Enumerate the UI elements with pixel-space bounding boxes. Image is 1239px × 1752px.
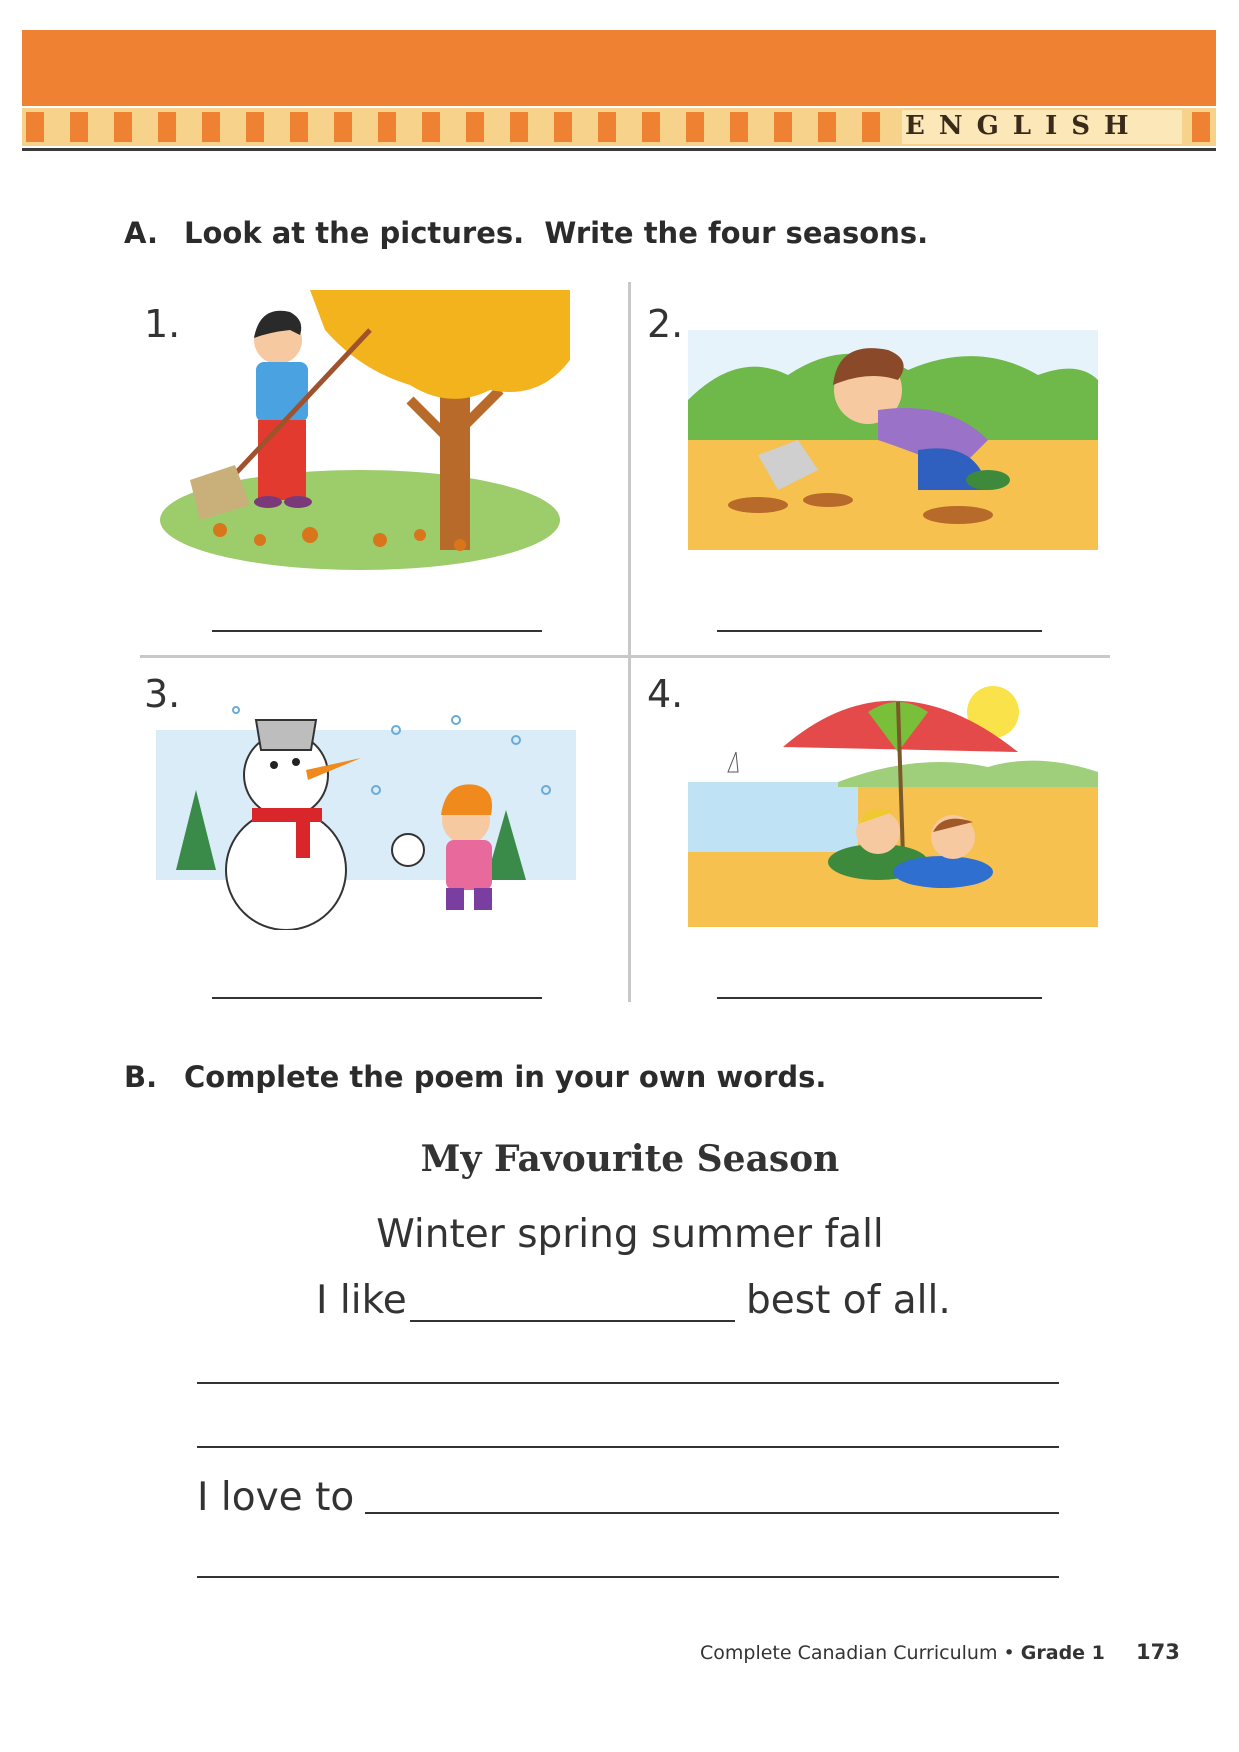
favourite-season-blank[interactable] xyxy=(410,1320,735,1322)
answer-line-4[interactable] xyxy=(717,997,1042,999)
poem-line-3-blank[interactable] xyxy=(197,1382,1059,1384)
section-b-instruction: Complete the poem in your own words. xyxy=(184,1060,827,1094)
poem-line-6-blank[interactable] xyxy=(197,1576,1059,1578)
header-rule xyxy=(22,148,1216,151)
answer-line-2[interactable] xyxy=(717,630,1042,632)
item-number-2: 2. xyxy=(647,302,684,346)
item-number-3: 3. xyxy=(144,672,181,716)
answer-line-1[interactable] xyxy=(212,630,542,632)
grid-divider-vertical xyxy=(628,282,631,1002)
section-a-letter: A. xyxy=(124,216,158,250)
item-number-1: 1. xyxy=(144,302,181,346)
poem-line-1: Winter spring summer fall xyxy=(376,1212,884,1257)
footer-book-info xyxy=(700,1642,1105,1664)
section-b-letter: B. xyxy=(124,1060,158,1094)
fall-raking-leaves-illustration xyxy=(160,290,570,570)
summer-beach-umbrella-illustration xyxy=(688,672,1098,927)
page-number: 173 xyxy=(1136,1640,1180,1664)
poem-line-5-blank[interactable] xyxy=(365,1512,1059,1514)
grid-divider-horizontal xyxy=(140,655,1110,658)
spring-planting-garden-illustration xyxy=(688,330,1098,550)
item-number-4: 4. xyxy=(647,672,684,716)
footer-book-title: Complete Canadian Curriculum xyxy=(700,1642,998,1664)
subject-label: ENGLISH xyxy=(905,111,1143,141)
winter-snowman-illustration xyxy=(156,690,576,930)
footer-grade: Grade 1 xyxy=(1020,1642,1105,1664)
poem-line-4-blank[interactable] xyxy=(197,1446,1059,1448)
header-banner xyxy=(22,30,1216,106)
poem-line-2-start: I like xyxy=(316,1278,407,1323)
poem-line-5-start: I love to xyxy=(197,1475,355,1520)
answer-line-3[interactable] xyxy=(212,997,542,999)
poem-line-2-end: best of all. xyxy=(746,1278,951,1323)
poem-title: My Favourite Season xyxy=(420,1138,840,1180)
section-a-instruction: Look at the pictures. Write the four seasons. xyxy=(184,216,929,250)
footer-bullet: • xyxy=(1003,1642,1015,1664)
